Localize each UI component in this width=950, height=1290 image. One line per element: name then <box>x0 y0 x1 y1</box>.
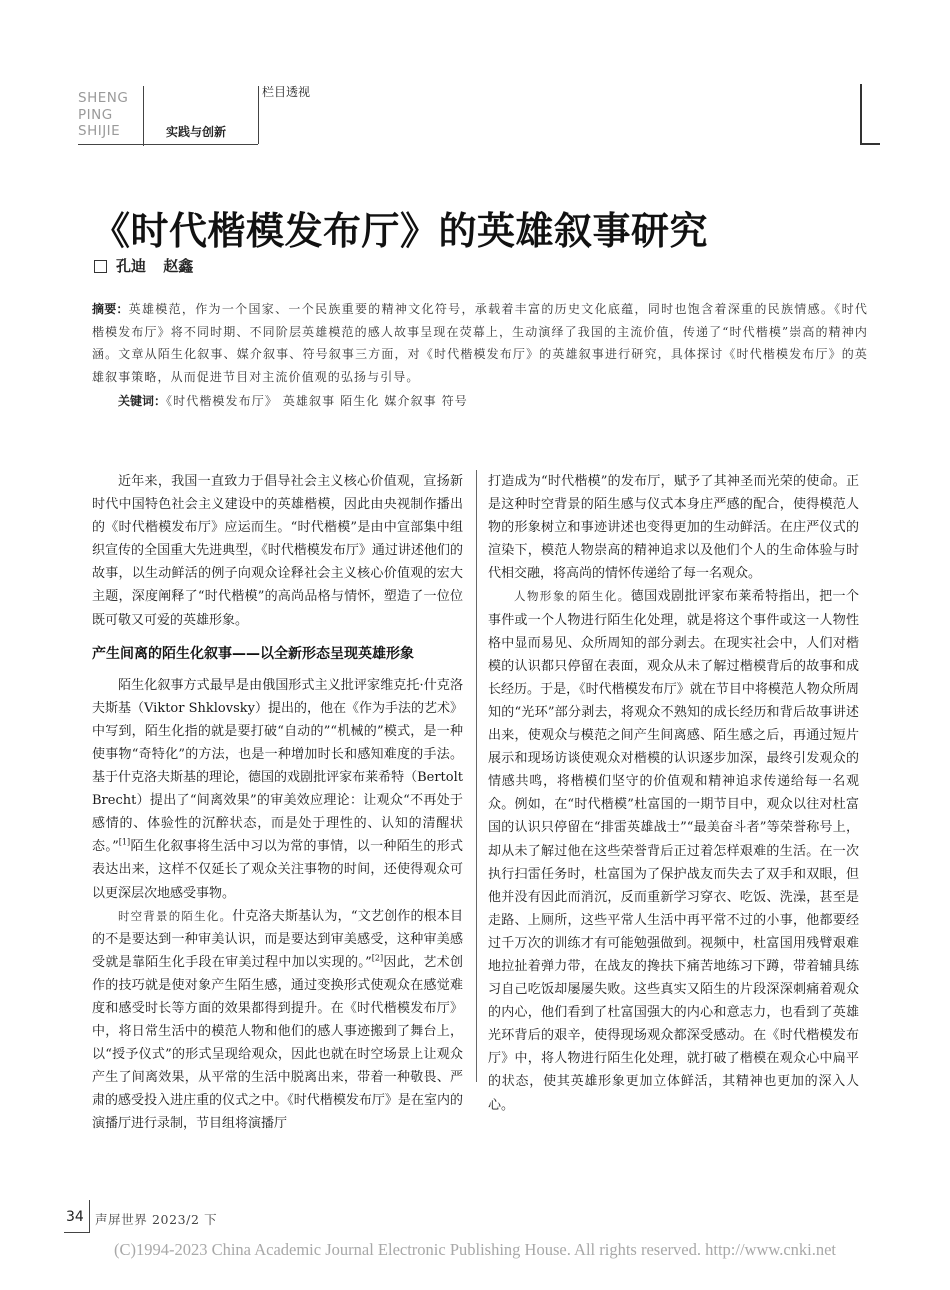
page-number: 34 <box>66 1209 84 1225</box>
corner-mark <box>860 84 862 144</box>
header-divider <box>258 86 259 144</box>
left-column <box>92 470 463 1136</box>
journal-issue: 声屏世界 2023/2 下 <box>95 1212 218 1227</box>
header-divider <box>143 86 144 146</box>
footer-rule <box>64 1232 90 1233</box>
body-paragraph <box>488 585 859 1116</box>
copyright-line: (C)1994-2023 China Academic Journal Electronic Publishing House. All rights reserved. http://www.cnki.net <box>113 1240 837 1259</box>
body-paragraph: 打造成为“时代楷模”的发布厅，赋予了其神圣而光荣的使命。正是这种时空背景的陌生感与仪式本身庄严感的配合，使得模范人物的形象树立和事迹讲述也变得更加的生动鲜活。在庄严仪式的渲染下，模范人物崇高的精神追求以及他们个人的生命体验与时代相交融，将高尚的情怀传递给了每一名观众。 <box>488 474 859 582</box>
body-paragraph <box>92 674 463 905</box>
keywords-text: 《时代楷模发布厅》 英雄叙事 陌生化 媒介叙事 符号 <box>166 394 468 408</box>
body-paragraph <box>92 905 463 1136</box>
brand-line: SHIJIE <box>78 123 121 139</box>
article-authors: 孔迪 赵鑫 <box>116 257 194 275</box>
citation-ref[interactable]: [2] <box>371 953 384 963</box>
author-box-icon <box>94 260 107 273</box>
body-paragraph: 近年来，我国一直致力于倡导社会主义核心价值观，宣扬新时代中国特色社会主义建设中的英雄楷模，因此由央视制作播出的《时代楷模发布厅》应运而生。“时代楷模”是由中宣部集中组织宣传的全国重大先进典型，《时代楷模发布厅》通过讲述他们的故事，以生动鲜活的例子向观众诠释社会主义核心价值观的宏大主题，深度阐释了“时代楷模”的高尚品格与情怀，塑造了一位位既可敬又可爱的英雄形象。 <box>92 474 463 628</box>
paragraph-text: 什克洛夫斯基认为，“文艺创作的根本目的不是要达到一种审美认识，而是要达到审美感受，这种审美感受就是靠陌生化手段在审美过程中加以实现的。” <box>92 908 464 970</box>
abstract-text: 英雄模范，作为一个国家、一个民族重要的精神文化符号，承载着丰富的历史文化底蕴，同时也饱含着深重的民族情感。《时代楷模发布厅》将不同时期、不同阶层英雄模范的感人故事呈现在荧幕上，生动演绎了我国的主流价值，传递了“时代楷模”崇高的精神内涵。文章从陌生化叙事、媒介叙事、符号叙事三方面，对《时代楷模发布厅》的英雄叙事进行研究，具体探讨《时代楷模发布厅》的英雄叙事策略，从而促进节目对主流价值观的弘扬与引导。 <box>92 302 868 384</box>
paragraph-text: 德国戏剧批评家布莱希特指出，把一个事件或一个人物进行陌生化处理，就是将这个事件或这一人物性格中显而易见、众所周知的部分剥去。在现实社会中，人们对楷模的认识都只停留在表面，观众从未了解过楷模背后的故事和成长经历。于是，《时代楷模发布厅》就在节目中将模范人物众所周知的“光环”部分剥去，将观众不熟知的成长经历和背后故事讲述出来，使观众与模范之间产生间离感、陌生感之后，再通过短片展示和现场访谈使观众对楷模的认识逐步加深，最终引发观众的情感共鸣，将楷模们坚守的价值观和精神追求传递给每一名观众。例如，在“时代楷模”杜富国的一期节目中，观众以往对杜富国的认识只停留在“排雷英雄战士”“最美奋斗者”等荣誉称号上，却从未了解过他在这些荣誉背后正过着怎样艰难的生活。在一次执行扫雷任务时，杜富国为了保护战友而失去了双手和双眼，但他并没有因此而消沉，反而重新学习穿衣、吃饭、洗澡，甚至是走路、上厕所，这些平常人生活中再平常不过的小事，他都要经过千万次的训练才有可能勉强做到。视频中，杜富国用残臂艰难地拉扯着弹力带，在战友的搀扶下痛苦地练习下蹲，带着辅具练习自己吃饭却屡屡失败。这些真实又陌生的片段深深刺痛着观众的内心，他们看到了杜富国强大的内心和意志力，也看到了英雄光环背后的艰辛，使得现场观众都深受感动。在《时代楷模发布厅》中，将人物进行陌生化处理，就打破了楷模在观众心中扁平的状态，使其英雄形象更加立体鲜活，其精神也更加的深入人心。 <box>488 589 859 1113</box>
abstract-label: 摘要： <box>92 302 129 316</box>
header-rule <box>78 144 258 145</box>
journal-brand <box>78 90 128 140</box>
citation-ref[interactable]: [1] <box>118 837 131 847</box>
paragraph-text: 陌生化叙事将生活中习以为常的事情，以一种陌生的形式表达出来，这样不仅延长了观众关注事物的时间，还使得观众可以更深层次地感受事物。 <box>92 839 463 901</box>
article-title: 《时代楷模发布厅》的英雄叙事研究 <box>92 208 709 253</box>
corner-mark <box>860 143 880 145</box>
section-heading: 产生间离的陌生化叙事——以全新形态呈现英雄形象 <box>92 645 414 662</box>
brand-line: PING <box>78 106 113 123</box>
section-name: 实践与创新 <box>166 125 227 139</box>
abstract <box>92 298 868 388</box>
keywords <box>118 392 468 409</box>
right-column <box>488 470 859 1117</box>
column-divider <box>476 470 477 1082</box>
run-in-heading: 人物形象的陌生化。 <box>514 589 631 604</box>
run-in-heading: 时空背景的陌生化。 <box>118 908 233 923</box>
column-name: 栏目透视 <box>262 85 311 99</box>
paragraph-text: 因此，艺术创作的技巧就是使对象产生陌生感，通过变换形式使观众在感觉难度和感受时长等方面的效果都得到提升。在《时代楷模发布厅》中，将日常生活中的模范人物和他们的感人事迹搬到了舞台上，以“授予仪式”的形式呈现给观众，因此也就在时空场景上让观众产生了间离效果，从平常的生活中脱离出来，带着一种敬畏、严肃的感受投入进庄重的仪式之中。《时代楷模发布厅》是在室内的演播厅进行录制，节目组将演播厅 <box>92 954 463 1132</box>
brand-line: SHENG <box>78 90 129 106</box>
footer-rule <box>89 1200 90 1232</box>
keywords-label: 关键词： <box>118 394 167 408</box>
paragraph-text: 陌生化叙事方式最早是由俄国形式主义批评家维克托·什克洛夫斯基（Viktor Shklovsky）提出的，他在《作为手法的艺术》中写到，陌生化指的就是要打破“自动的”“机械的”模式，是一种使事物“奇特化”的方法，也是一种增加时长和感知难度的手法。基于什克洛夫斯基的理论，德国的戏剧批评家布莱希特（Bertolt Brecht）提出了“间离效果”的审美效应理论：让观众“不再处于感情的、体验性的沉醉状态，而是处于理性的、认知的清醒状态。” <box>92 677 463 855</box>
